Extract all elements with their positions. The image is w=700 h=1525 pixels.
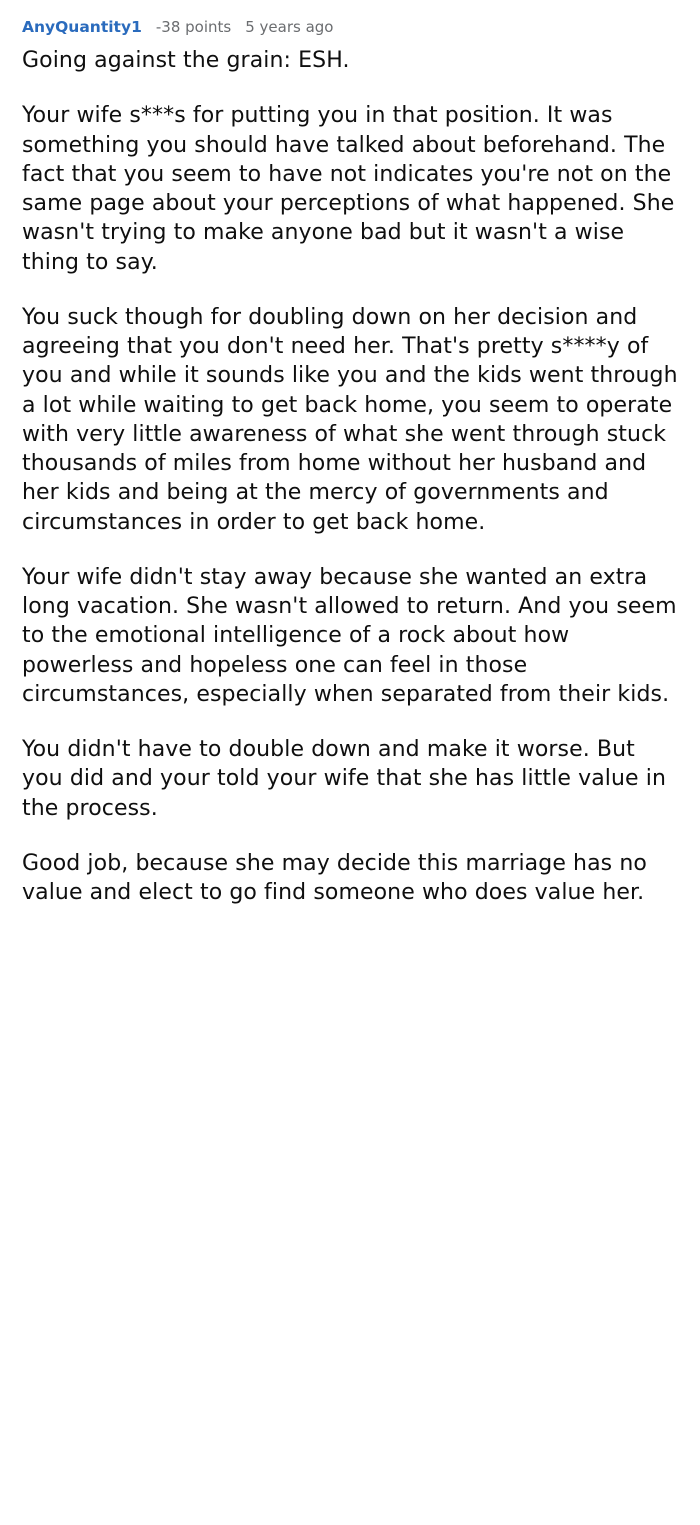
comment-paragraph: You suck though for doubling down on her decision and agreeing that you don't need her. That's pretty s****y of you and while it sounds like you and the kids went through a lot while waiting to get back home, you seem to operate with very little awareness of what she went through stuck thousands of miles from home without her husband and her kids and being at the mercy of governments and circumstances in order to get back home. <box>22 304 678 535</box>
comment-timestamp: 5 years ago <box>245 18 334 36</box>
comment-body <box>22 46 678 907</box>
comment-paragraph: Your wife s***s for putting you in that position. It was something you should have talked about beforehand. The fact that you seem to have not indicates you're not on the same page about your perceptions of what happened. She wasn't trying to make anyone bad but it wasn't a wise thing to say. <box>22 103 675 275</box>
comment-paragraph: Good job, because she may decide this marriage has no value and elect to go find someone who does value her. <box>22 850 647 905</box>
comment-author[interactable]: AnyQuantity1 <box>22 18 142 36</box>
comment-score: -38 points <box>155 18 232 36</box>
comment-paragraph: Your wife didn't stay away because she wanted an extra long vacation. She wasn't allowed to return. And you seem to the emotional intelligence of a rock about how powerless and hopeless one can feel in those circumstances, especially when separated from their kids. <box>22 564 677 707</box>
comment-paragraph: You didn't have to double down and make it worse. But you did and your told your wife that she has little value in the process. <box>22 737 667 821</box>
comment-meta <box>22 18 678 36</box>
comment-paragraph: Going against the grain: ESH. <box>22 48 350 73</box>
